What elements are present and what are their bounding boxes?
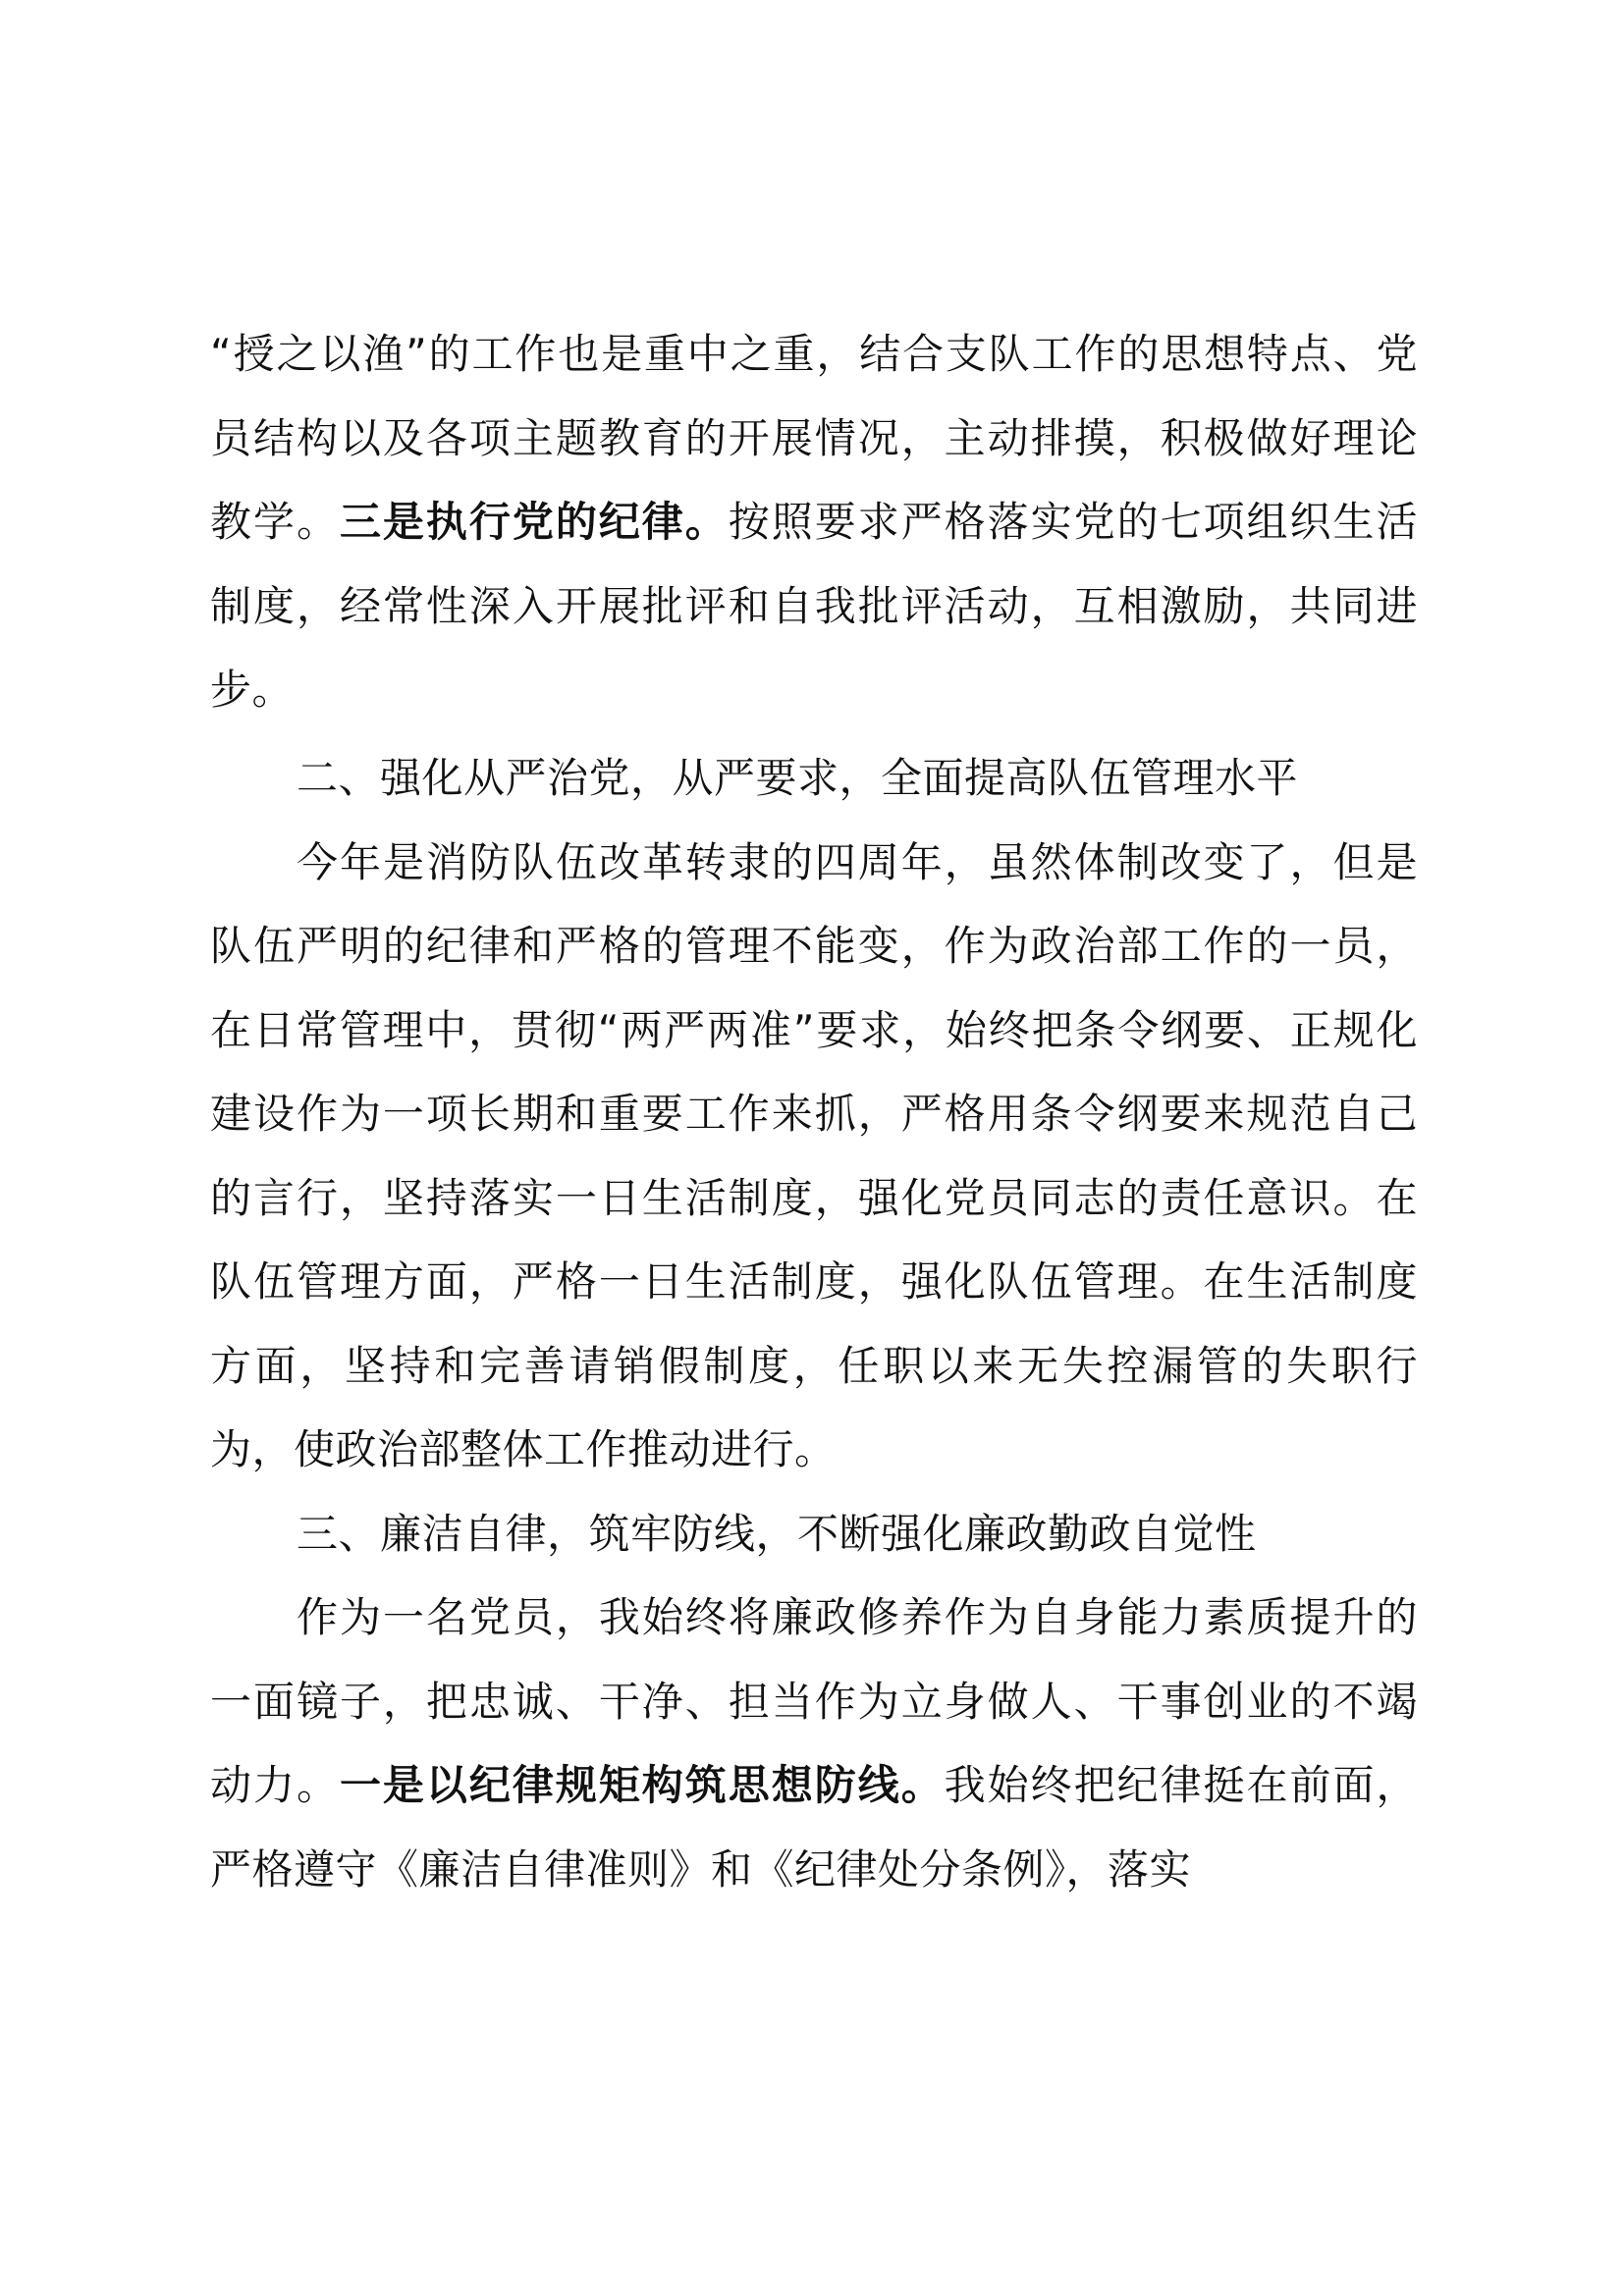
paragraph-theory-teaching xyxy=(210,312,1418,732)
section-heading-three: 三、廉洁自律，筑牢防线，不断强化廉政勤政自觉性 xyxy=(297,1509,1257,1558)
bold-point-three: 三是执行党的纪律。 xyxy=(339,498,729,546)
body-text-bottom xyxy=(210,736,1418,1911)
body-text-top xyxy=(210,312,1418,732)
paragraph-text: 作为一名党员，我始终将廉政修养作为自身能力素质提升的一面镜子，把忠诚、干净、担当作为立身做人、干事创业的不竭动力。 xyxy=(210,1593,1418,1809)
bold-point-one: 一是以纪律规矩构筑思想防线。 xyxy=(339,1761,945,1809)
section-heading-two: 二、强化从严治党，从严要求，全面提高队伍管理水平 xyxy=(297,754,1299,802)
paragraph-text: 我始终把纪律挺在前面，严格遵守《廉洁自律准则》和《纪律处分条例》，落实 xyxy=(210,1761,1418,1894)
paragraph-text: “授之以渔”的工作也是重中之重，结合支队工作的思想特点、党员结构以及各项主题教育的开展情况，主动排摸，积极做好理论教学。 xyxy=(210,330,1418,546)
paragraph-integrity xyxy=(210,1575,1418,1911)
paragraph-text: 按照要求严格落实党的七项组织生活制度，经常性深入开展批评和自我批评活动，互相激励，共同进步。 xyxy=(210,498,1418,714)
paragraph-team-management: 今年是消防队伍改革转隶的四周年，虽然体制改变了，但是队伍严明的纪律和严格的管理不能变，作为政治部工作的一员，在日常管理中，贯彻“两严两准”要求，始终把条令纲要、正规化建设作为一项长期和重要工作来抓，严格用条令纲要来规范自己的言行，坚持落实一日生活制度，强化党员同志的责任意识。在队伍管理方面，严格一日生活制度，强化队伍管理。在生活制度方面，坚持和完善请销假制度，任职以来无失控漏管的失职行为，使政治部整体工作推动进行。 xyxy=(210,837,1418,1473)
